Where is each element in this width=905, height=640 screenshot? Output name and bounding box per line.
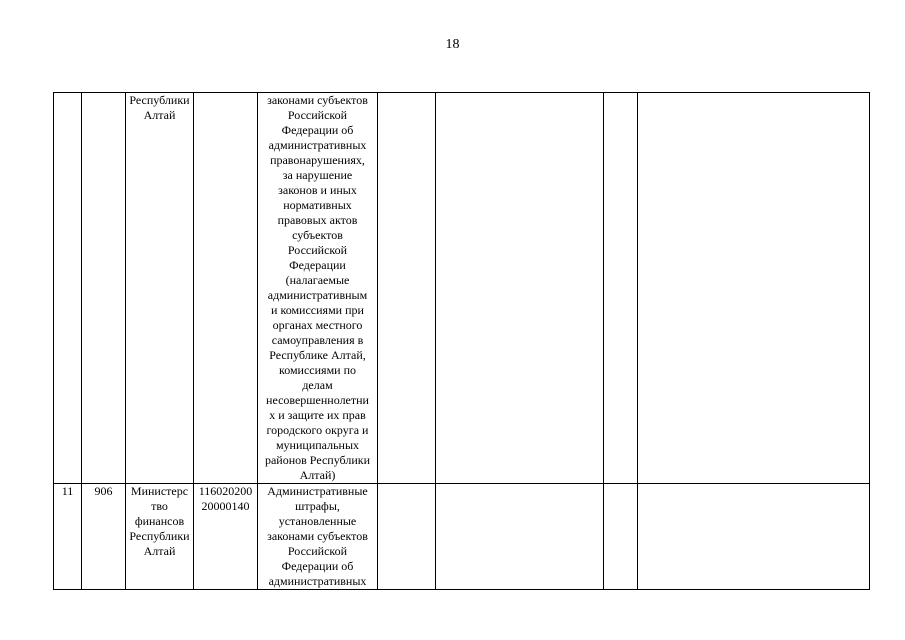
kbk-code-cell: 116020200 20000140 <box>194 484 258 590</box>
admin-code-cell: 906 <box>82 484 126 590</box>
org-name-cell: Республики Алтай <box>126 93 194 484</box>
revenue-description-cell: Административные штрафы, установленные законами субъектов Российской Федерации об административных <box>258 484 378 590</box>
empty-cell <box>378 484 436 590</box>
admin-code-cell <box>82 93 126 484</box>
page-number: 18 <box>445 37 460 52</box>
empty-cell <box>604 484 638 590</box>
empty-cell <box>638 484 870 590</box>
org-name-cell: Министерс тво финансов Республики Алтай <box>126 484 194 590</box>
empty-cell <box>436 484 604 590</box>
revenue-description-cell: законами субъектов Российской Федерации об административных правонарушениях, за нарушение законов и иных нормативных правовых актов субъектов Российской Федерации (налагаемые административным и комиссиями при органах местного самоуправления в Республике Алтай, комиссиями по делам несовершеннолетни х и защите их прав городского округа и муниципальных районов Республики Алтай) <box>258 93 378 484</box>
row-index-cell: 11 <box>54 484 82 590</box>
table-row <box>54 93 870 484</box>
kbk-code-cell <box>194 93 258 484</box>
empty-cell <box>378 93 436 484</box>
table-row <box>54 484 870 590</box>
row-index-cell <box>54 93 82 484</box>
empty-cell <box>436 93 604 484</box>
empty-cell <box>638 93 870 484</box>
budget-table <box>53 92 870 590</box>
empty-cell <box>604 93 638 484</box>
